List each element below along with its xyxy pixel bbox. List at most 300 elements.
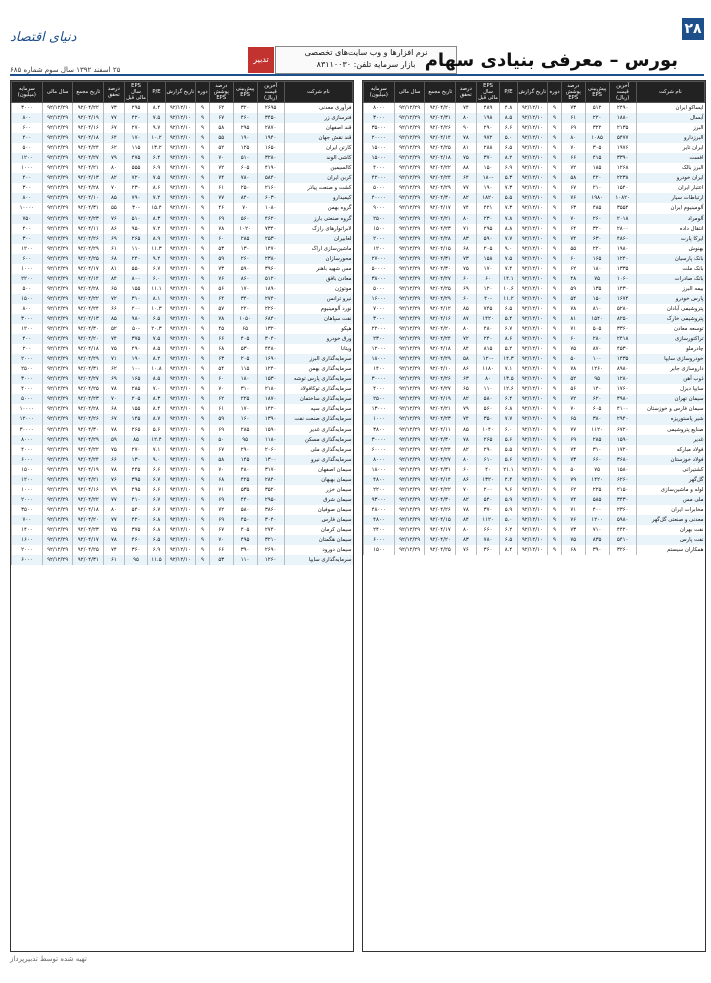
table-cell: ۵۷ [209,304,233,314]
table-cell: ۹۲/۱۲/۲۹ [42,455,73,465]
table-cell: ۹۲/۱۲/۱۰ [517,214,548,224]
table-cell: ۱۸۰ [233,374,257,384]
column-header: پیش‌بینی EPS [585,82,609,103]
table-cell: ۷۷ [456,183,476,193]
table-cell: ۶.۷ [148,505,165,515]
table-cell: ۲۲۰ [233,304,257,314]
table-cell: ۲۰۵ [233,354,257,364]
table-cell: ۶۰ [456,274,476,284]
table-cell: ۹۲/۰۴/۲۶ [73,234,104,244]
table-cell: ۹۲/۰۴/۲۹ [73,354,104,364]
table-row [364,334,705,344]
table-cell: ۶۶ [209,334,233,344]
table-cell: ۹۲/۱۲/۲۹ [394,103,425,114]
table-cell: ۹.۲ [148,254,165,264]
table-cell: ۱۶۰۰ [12,535,43,545]
table-cell: ۹۲/۱۲/۲۹ [42,284,73,294]
table-cell: ۹۲/۰۴/۲۷ [425,384,456,394]
table-cell: ۳۰۰ [12,183,43,193]
company-name: سرمایه‌گذاری پارس توشه [284,374,352,384]
table-cell: ۱۴.۳ [500,354,517,364]
table-cell: ۲۷۴۰ [257,294,284,304]
table-row [364,404,705,414]
table-row [12,103,353,114]
table-cell: ۷۴ [456,103,476,114]
table-cell: ۷۴۵ [476,304,500,314]
table-cell: ۹۲/۱۲/۲۹ [394,324,425,334]
table-cell: ۱۰۴۰ [476,425,500,435]
table-cell: ۴۰۰ [585,505,609,515]
table-cell: ۳۹۸۰ [609,394,636,404]
table-cell: -۵۰ [124,324,148,334]
table-cell: ۹۲/۰۴/۲۳ [73,525,104,535]
table-cell: ۴۸۰۰ [364,515,395,525]
table-cell: ۱۵۳۰ [257,374,284,384]
table-cell: ۷۸ [104,384,124,394]
table-cell: ۹۲/۱۲/۱۰ [165,535,196,545]
table-cell: ۶۰۳۰ [257,193,284,203]
table-cell: ۷۰ [456,485,476,495]
table-cell: ۸.۴ [148,103,165,114]
table-cell: ۶.۵ [500,304,517,314]
table-cell: ۵۸۵ [585,495,609,505]
table-cell: ۳۱۷۰ [257,465,284,475]
table-cell: ۱۴۰۰ [12,525,43,535]
table-cell: ۱۲۰۰ [12,244,43,254]
table-cell: ۷.۸ [500,214,517,224]
table-cell: ۱۰۰۰۰ [12,404,43,414]
table-row [12,153,353,163]
table-cell: ۴۸۶۰ [609,234,636,244]
table-cell: ۸۰ [456,525,476,535]
table-cell: ۸.۱ [148,294,165,304]
table-cell: ۹ [548,234,562,244]
table-cell: ۹ [196,103,210,114]
table-cell: ۶۵ [456,384,476,394]
table-cell: ۹۲/۱۲/۲۹ [42,214,73,224]
table-row [364,374,705,384]
table-cell: ۵۳ [209,244,233,254]
table-cell: ۷.۱ [500,364,517,374]
table-cell: ۹۲/۱۲/۱۰ [165,254,196,264]
table-cell: ۹۲/۱۲/۲۹ [42,324,73,334]
table-cell: ۵.۲ [500,344,517,354]
table-cell: ۹۲/۱۲/۱۰ [517,314,548,324]
table-cell: ۸۶۰ [233,274,257,284]
table-cell: ۲۸۵ [233,234,257,244]
table-cell: ۳۵۲۰ [257,485,284,495]
table-cell: ۱۴.۱ [500,274,517,284]
table-cell: ۹ [548,153,562,163]
table-cell: ۹۲/۰۴/۱۸ [73,505,104,515]
table-cell: ۳۶۰ [124,545,148,555]
table-cell: ۷۰ [209,153,233,163]
table-cell: ۹۲/۰۴/۲۰ [425,535,456,545]
table-cell: ۹ [196,435,210,445]
table-row [364,163,705,173]
table-row [364,314,705,324]
table-cell: ۹۲/۱۲/۱۰ [517,515,548,525]
company-name: ارتباطات سیار [636,193,704,203]
table-cell: ۸۹۸۰ [609,364,636,374]
table-cell: ۹۲/۱۲/۲۹ [394,414,425,424]
table-cell: ۶.۷ [148,475,165,485]
table-cell: ۳۹۰ [233,545,257,555]
table-cell: ۴۶ [209,203,233,213]
table-cell: ۹۲/۱۲/۱۰ [517,324,548,334]
table-cell: ۹۲/۱۲/۲۹ [42,274,73,284]
table-cell: ۶۹ [209,515,233,525]
table-cell: ۹۲/۱۲/۲۹ [42,344,73,354]
table-cell: ۱۳۰ [124,455,148,465]
table-cell: ۵۶ [561,384,585,394]
table-cell: ۱۱.۳ [148,244,165,254]
table-cell: ۷۸۰ [476,535,500,545]
table-cell: ۱۴۰ [585,384,609,394]
table-cell: ۹ [196,364,210,374]
table-cell: ۶.۴ [148,153,165,163]
column-header: آخرین قیمت (ریال) [257,82,284,103]
table-cell: ۹۲/۰۴/۲۲ [73,103,104,114]
table-cell: ۹ [548,294,562,304]
company-name: گل‌گهر [636,475,704,485]
table-cell: ۱۳۰ [233,244,257,254]
table-cell: ۵۴ [209,364,233,374]
table-cell: ۹ [196,234,210,244]
table-cell: ۹۲/۱۲/۲۹ [394,535,425,545]
table-row [364,193,705,203]
table-cell: ۹۲/۰۴/۱۷ [73,535,104,545]
table-cell: ۳۰۴۰ [257,334,284,344]
table-cell: ۵۱۲۰ [257,274,284,284]
table-row [364,535,705,545]
table-cell: ۴۰۰۰ [364,384,395,394]
table-cell: ۳۷۵ [124,525,148,535]
table-cell: ۹۲/۰۴/۱۵ [425,244,456,254]
table-cell: ۷۴ [561,234,585,244]
table-row [12,545,353,555]
issue-date: ۲۵ اسفند ۱۳۹۲ سال سوم شماره ۶۸۵ [10,66,121,74]
table-cell: ۸۰ [456,324,476,334]
table-cell: ۱۱۰ [233,555,257,565]
table-cell: ۹ [196,465,210,475]
table-cell: ۷۷ [104,515,124,525]
table-cell: ۱۵۸۰ [609,465,636,475]
table-cell: ۵۰۰ [12,143,43,153]
table-cell: ۹ [548,485,562,495]
table-cell: ۱۰۵۰ [233,314,257,324]
column-header: پیش‌بینی EPS [233,82,257,103]
table-cell: ۸۳۵ [585,535,609,545]
table-cell: ۷۳ [561,525,585,535]
table-cell: ۹۲/۱۲/۲۹ [394,445,425,455]
table-cell: ۶.۲ [500,525,517,535]
table-cell: ۹۲/۱۲/۲۹ [394,495,425,505]
table-cell: ۸۶ [456,475,476,485]
table-cell: ۷۳۴۰ [257,224,284,234]
table-cell: ۹۲/۱۲/۱۰ [165,445,196,455]
table-cell: ۳۲۶۰ [609,545,636,555]
table-row [12,505,353,515]
table-cell: ۷۶ [104,475,124,485]
company-name: اعتبار ایران [636,183,704,193]
table-cell: ۹۲/۱۲/۱۰ [517,414,548,424]
table-cell: ۹۲/۱۲/۲۹ [42,495,73,505]
table-cell: ۹۲/۱۲/۲۹ [42,435,73,445]
table-cell: ۹۲/۱۲/۲۹ [394,193,425,203]
table-cell: ۹۲/۰۴/۳۰ [73,425,104,435]
column-header: تاریخ مجمع [73,82,104,103]
table-cell: ۷۱ [209,485,233,495]
table-cell: ۹۲/۰۴/۲۹ [425,294,456,304]
table-cell: ۶۱ [561,113,585,123]
table-cell: ۷۱ [456,224,476,234]
table-cell: ۹۲/۰۴/۲۷ [73,374,104,384]
table-cell: ۱۲۶۸ [609,163,636,173]
table-cell: ۹۲/۱۲/۲۹ [394,244,425,254]
table-cell: ۲۰۵ [476,244,500,254]
company-name: پتروشیمی خارک [636,314,704,324]
table-row [364,435,705,445]
table-cell: ۹۲/۰۴/۱۹ [73,113,104,123]
table-cell: ۶۰ [561,254,585,264]
table-cell: ۱۱۵ [233,364,257,374]
table-cell: ۹۲/۱۲/۲۹ [394,374,425,384]
table-cell: ۱۵۰۰۰ [364,153,395,163]
table-cell: ۴۸۰۰۰ [364,505,395,515]
table-cell: ۶۹ [104,234,124,244]
table-cell: ۷۰ [561,214,585,224]
table-cell: ۹۲/۱۲/۲۹ [394,515,425,525]
table-cell: ۹۲/۱۲/۱۰ [165,133,196,143]
table-cell: ۹ [548,203,562,213]
table-cell: ۷۵ [456,153,476,163]
table-cell: ۹۲/۰۴/۱۳ [73,173,104,183]
table-cell: ۹۲/۱۲/۱۰ [517,374,548,384]
table-cell: ۶۰ [456,465,476,475]
table-cell: ۶۸۴۰ [257,314,284,324]
table-cell: ۱۲۴۰ [609,254,636,264]
company-name: شیر پاستوریزه [636,414,704,424]
table-cell: ۸۵ [456,425,476,435]
company-name: سیمان تهران [636,394,704,404]
table-cell: -۱۲۰ [476,354,500,364]
table-cell: ۶۱ [104,555,124,565]
table-cell: ۷۵ [585,465,609,475]
table-cell: ۶.۹ [500,163,517,173]
table-cell: ۹ [196,133,210,143]
table-cell: ۵۰۰ [12,284,43,294]
table-cell: ۶۲۰ [585,394,609,404]
table-cell: ۹۲/۱۲/۱۰ [517,465,548,475]
table-cell: ۸۰ [456,113,476,123]
table-cell: ۸۵ [456,304,476,314]
company-name: ایرکا پارت [636,234,704,244]
table-row [12,425,353,435]
table-cell: ۹ [196,495,210,505]
table-row [364,133,705,143]
table-cell: ۳۰۴۰ [257,515,284,525]
table-cell: ۷۷ [104,113,124,123]
table-cell: ۴۱۰ [124,495,148,505]
table-cell: ۹۲/۰۴/۲۲ [73,495,104,505]
company-name: پارس خودرو [636,294,704,304]
table-row [364,485,705,495]
table-cell: ۹ [196,334,210,344]
table-cell: ۹۲/۱۲/۲۹ [42,525,73,535]
table-cell: ۱۰۰۰۰ [12,203,43,213]
table-cell: ۴۲۵ [233,475,257,485]
table-cell: ۶۷ [209,525,233,535]
table-cell: ۱۸۰۰۰ [364,354,395,364]
table-cell: ۹۲/۰۴/۲۵ [73,384,104,394]
table-cell: ۱۲۰۰۰ [12,414,43,424]
table-cell: ۸۱۰ [585,304,609,314]
table-cell: ۵۴۰ [476,495,500,505]
table-cell: ۶۶۰ [585,455,609,465]
table-cell: ۱۸۵ [585,163,609,173]
table-cell: ۹۲/۱۲/۲۹ [42,334,73,344]
table-cell: ۹۲/۰۴/۲۶ [425,505,456,515]
table-row [364,123,705,133]
table-cell: ۱۶۵ [585,254,609,264]
table-cell: ۱۵۰۰۰ [364,143,395,153]
table-cell: ۲۵۰۰ [364,214,395,224]
table-cell: ۴۰۰ [12,334,43,344]
table-row [12,274,353,284]
table-cell: ۷.۲ [148,193,165,203]
table-cell: ۶۱ [209,183,233,193]
company-name: فولاد مبارکه [636,445,704,455]
table-cell: ۹۲/۱۲/۲۹ [42,163,73,173]
table-cell: ۶۶ [104,455,124,465]
table-cell: ۲۹۵ [476,224,500,234]
table-cell: ۹۲/۱۲/۲۹ [394,274,425,284]
table-cell: ۹۲/۱۲/۱۰ [517,254,548,264]
table-row [364,495,705,505]
table-cell: ۱۰۰۰ [364,414,395,424]
table-cell: ۲۶۵ [124,425,148,435]
table-cell: ۷۴ [456,414,476,424]
table-cell: ۹ [196,414,210,424]
table-cell: ۹۲/۰۴/۱۷ [73,264,104,274]
table-cell: ۲۲۰۰ [364,485,395,495]
table-cell: ۲۹۵ [124,103,148,114]
table-cell: ۱۳۲۰ [476,475,500,485]
table-cell: ۹۲/۱۲/۲۹ [42,354,73,364]
table-row [12,354,353,364]
table-cell: ۱۳۹۰ [257,414,284,424]
table-cell: ۹۲/۱۲/۱۰ [165,183,196,193]
table-cell: ۲۰۰۰۰ [364,133,395,143]
table-cell: ۲۰۰۰ [12,495,43,505]
table-cell: ۶.۸ [148,525,165,535]
table-cell: ۹۲/۱۲/۱۰ [517,294,548,304]
table-cell: ۸۰۰۰ [12,435,43,445]
table-cell: ۹۲/۱۲/۱۰ [165,214,196,224]
table-cell: ۹ [548,425,562,435]
table-cell: ۵۱۰ [233,153,257,163]
table-row [12,314,353,324]
table-row [12,203,353,213]
table-cell: ۶۷ [104,123,124,133]
company-name: معادن بافق [284,274,352,284]
table-cell: ۷۳ [456,254,476,264]
table-cell: ۹۲/۱۲/۲۹ [394,384,425,394]
table-cell: ۲۸۰ [585,334,609,344]
table-cell: ۴۸۹ [476,103,500,114]
table-cell: ۶۶ [209,545,233,555]
table-cell: ۶.۷ [148,264,165,274]
table-cell: ۹۲/۱۲/۱۰ [165,374,196,384]
table-cell: ۷۳ [561,455,585,465]
table-cell: ۹ [548,123,562,133]
company-name: نفت بهران [636,525,704,535]
footer-signature: تهیه شده توسط تدبیرپرداز [10,955,87,963]
table-cell: ۸۱ [104,264,124,274]
table-cell: ۷۹ [561,475,585,485]
table-cell: -۳۰ [124,203,148,213]
table-cell: ۳۵۰۰۰ [364,123,395,133]
table-cell: ۹۲/۰۴/۲۷ [73,153,104,163]
table-cell: ۹ [196,113,210,123]
table-cell: ۶۵ [104,284,124,294]
table-cell: ۹۲/۱۲/۲۹ [394,475,425,485]
company-name: سیمان صوفیان [284,505,352,515]
table-cell: ۲۶۰ [233,254,257,264]
company-name: سرمایه‌گذاری سایپا [284,555,352,565]
table-cell: ۴.۴ [500,475,517,485]
table-cell: ۷۲ [209,505,233,515]
table-cell: ۶۰۰ [12,123,43,133]
table-cell: ۹۲/۱۲/۲۹ [394,123,425,133]
table-cell: ۷۸ [456,133,476,143]
table-cell: ۶.۰ [500,425,517,435]
table-cell: ۷۲۰ [124,173,148,183]
table-cell: ۹۲/۱۲/۱۰ [517,234,548,244]
table-cell: ۹۵ [233,435,257,445]
table-cell: ۳۸۰۰ [364,425,395,435]
table-cell: ۹۲/۱۲/۲۹ [394,284,425,294]
table-cell: ۹۲/۰۴/۱۸ [73,344,104,354]
table-cell: ۸۱۵ [476,344,500,354]
table-cell: ۹۲/۱۲/۲۹ [42,153,73,163]
table-cell: ۱۷۲۰ [609,445,636,455]
table-cell: ۸.۹ [148,234,165,244]
table-cell: ۳۸۰۰۰ [364,274,395,284]
table-cell: ۶۷ [561,183,585,193]
table-cell: ۶۳ [209,354,233,364]
table-cell: ۲۵۳۰ [257,234,284,244]
table-cell: ۷۱ [561,324,585,334]
table-cell: ۷۸ [104,535,124,545]
table-cell: ۸۶ [456,364,476,374]
table-cell: ۹۲/۰۴/۳۱ [73,364,104,374]
table-cell: ۱۶۰۰۰ [364,294,395,304]
table-cell: ۲۱۶۰ [257,183,284,193]
company-name: سیمان اصفهان [284,465,352,475]
table-cell: ۱۸۲۰ [476,193,500,203]
table-cell: ۱۸۹۰ [257,284,284,294]
table-cell: ۸.۳ [148,394,165,404]
column-header: دوره [548,82,562,103]
company-name: آبسال [636,113,704,123]
table-cell: ۷۵ [104,344,124,354]
table-cell: ۶.۸ [500,404,517,414]
table-cell: ۳۵۰ [476,414,500,424]
table-cell: ۹۲/۱۲/۱۰ [165,465,196,475]
table-cell: ۸.۸ [500,224,517,234]
